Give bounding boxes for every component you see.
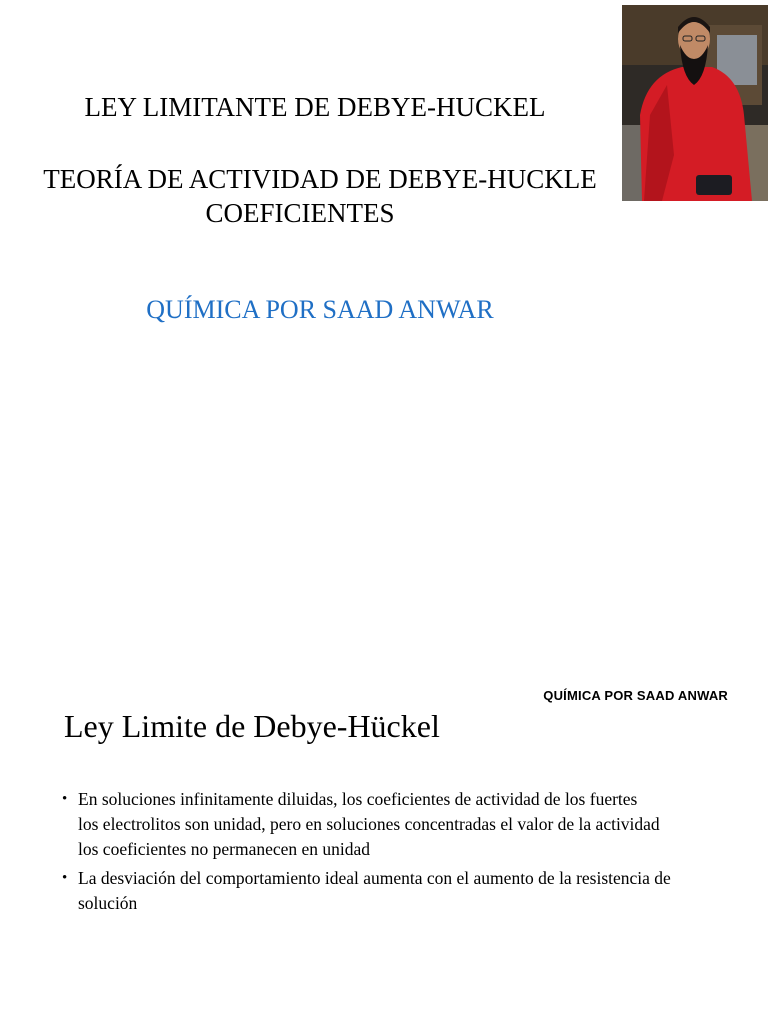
bullet-list — [60, 787, 760, 920]
bullet-line: • En soluciones infinitamente diluidas, los coeficientes de actividad de los fuertes — [78, 789, 638, 809]
subtitle-line-2: COEFICIENTES — [205, 198, 395, 228]
content-slide — [0, 660, 768, 1024]
subtitle-line-1: TEORÍA DE ACTIVIDAD DE DEBYE-HUCKLE — [43, 164, 597, 194]
author-badge: QUÍMICA POR SAAD ANWAR — [543, 688, 728, 703]
bullet-line: • La desviación del comportamiento ideal aumenta con el aumento de la resistencia de — [78, 868, 671, 888]
bullet-line: los coeficientes no permanecen en unidad — [78, 839, 371, 859]
author-credit: QUÍMICA POR SAAD ANWAR — [146, 295, 494, 324]
bullet-line: solución — [78, 893, 138, 913]
list-item — [60, 787, 760, 862]
author-portrait-icon — [622, 5, 768, 201]
slide-title: LEY LIMITANTE DE DEBYE-HUCKEL — [84, 92, 546, 122]
content-heading: Ley Limite de Debye-Hückel — [64, 708, 440, 744]
author-photo — [622, 5, 768, 201]
list-item — [60, 866, 760, 916]
bullet-line: los electrolitos son unidad, pero en soluciones concentradas el valor de la actividad — [78, 814, 660, 834]
slide-subtitle — [0, 162, 640, 230]
